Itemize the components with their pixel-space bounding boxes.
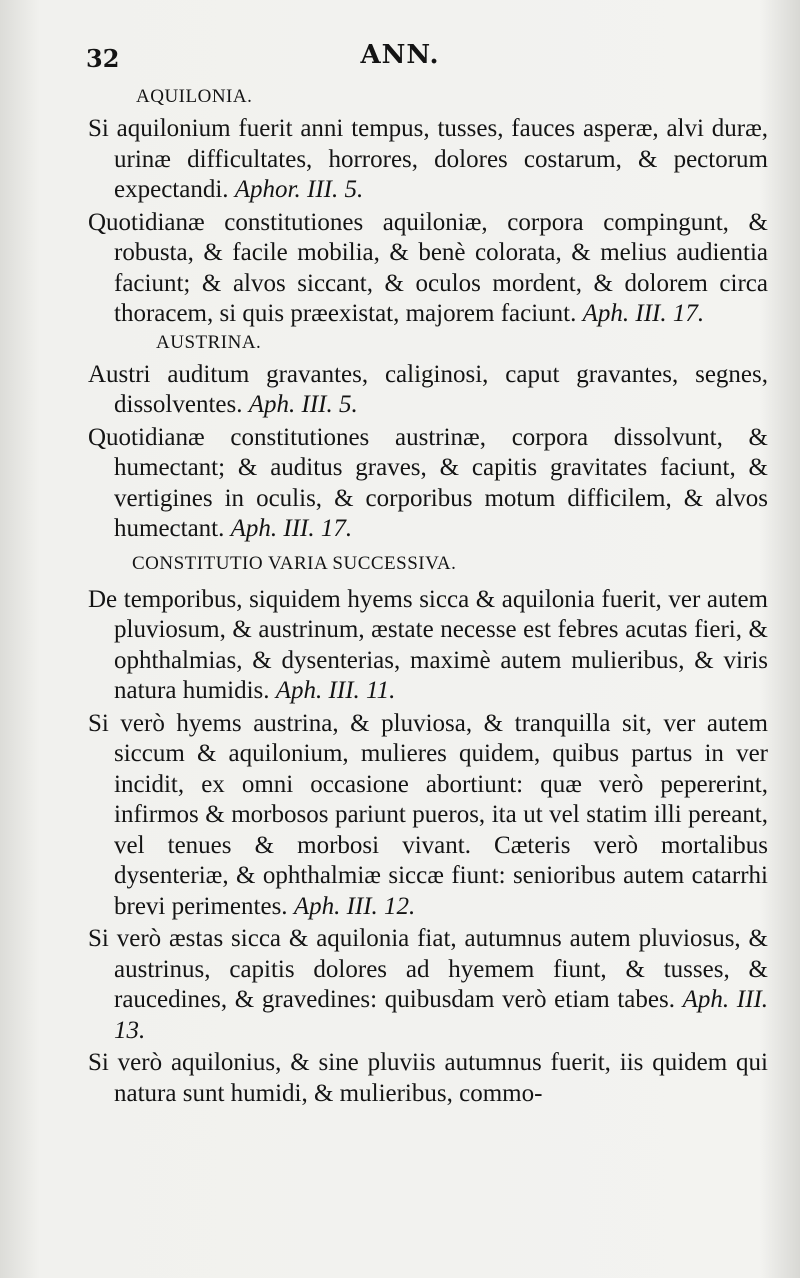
paragraph [88, 208, 768, 330]
section-heading-aquilonia: AQUILONIA. [136, 86, 253, 107]
paragraph [88, 585, 768, 707]
aphorism-reference: Aphor. III. 5. [234, 176, 364, 203]
running-title: ANN. [360, 40, 440, 70]
paragraph-text: Austri auditum gravantes, caliginosi, caput gravantes, segnes, dissolventes. [88, 360, 768, 418]
paragraph-text: Quotidianæ constitutiones aquiloniæ, corpora compingunt, & robusta, & facile mobilia, & benè colorata, & melius audientia faciunt; & alvos siccant, & oculos mordent, & dolorem circa thoracem, si quis præexistat, majorem faciunt. [88, 208, 768, 327]
paragraph [88, 360, 768, 421]
aphorism-reference: Aph. III. 5. [248, 391, 358, 418]
paragraph [88, 114, 768, 206]
section-heading-austrina: AUSTRINA. [156, 331, 262, 353]
aphorism-reference: Aph. III. 17. [582, 300, 705, 327]
page-number: 32 [86, 44, 120, 73]
paragraph [88, 709, 768, 923]
paragraph-text: Si verò hyems austrina, & pluviosa, & tranquilla sit, ver autem siccum & aquilonium, mulieres quidem, quibus partus in ver incidit, ex omni occasione abortiunt: quæ verò pepererint, infirmos & morbosos pariunt pueros, ita ut vel statim illi pereant, vel tenues & morbosi vivant. Cæteris verò mortalibus dysenteriæ, & ophthalmiæ siccæ fiunt: senioribus autem catarrhi brevi perimentes. [88, 709, 768, 920]
paragraph-text: Si verò aquilonius, & sine pluviis autumnus fuerit, iis quidem qui natura sunt humidi, & mulieribus, commo- [88, 1049, 768, 1107]
page-body [88, 82, 768, 1111]
paragraph-text: Quotidianæ constitutiones austrinæ, corpora dissolvunt, & humectant; & auditus graves, & capitis gravitates faciunt, & vertigines in oculis, & corporibus motum difficilem, & alvos humectant. [88, 423, 768, 542]
paragraph [88, 423, 768, 545]
aphorism-reference: Aph. III. 11. [275, 677, 396, 704]
paragraph-text: De temporibus, siquidem hyems sicca & aquilonia fuerit, ver autem pluviosum, & austrinum, æstate necesse est febres acutas fieri, & ophthalmias, & dysenterias, maximè autem mulieribus, & viris natura humidis. [88, 585, 768, 704]
paragraph-text: Si aquilonium fuerit anni tempus, tusses, fauces asperæ, alvi duræ, urinæ difficultates, horrores, dolores costarum, & pectorum expectandi. [88, 115, 768, 203]
paragraph [88, 1048, 768, 1109]
paragraph [88, 924, 768, 1046]
aphorism-reference: Aph. III. 17. [230, 515, 353, 542]
aphorism-reference: Aph. III. 13. [114, 986, 769, 1044]
aphorism-reference: Aph. III. 12. [293, 892, 416, 920]
section-heading-constitutio: CONSTITUTIO VARIA SUCCESSIVA. [132, 552, 457, 574]
paragraph-text: Si verò æstas sicca & aquilonia fiat, autumnus autem pluviosus, & austrinus, capitis dolores ad hyemem fiunt, & tusses, & raucedines, & gravedines: quibusdam verò etiam tabes. [88, 925, 768, 1013]
